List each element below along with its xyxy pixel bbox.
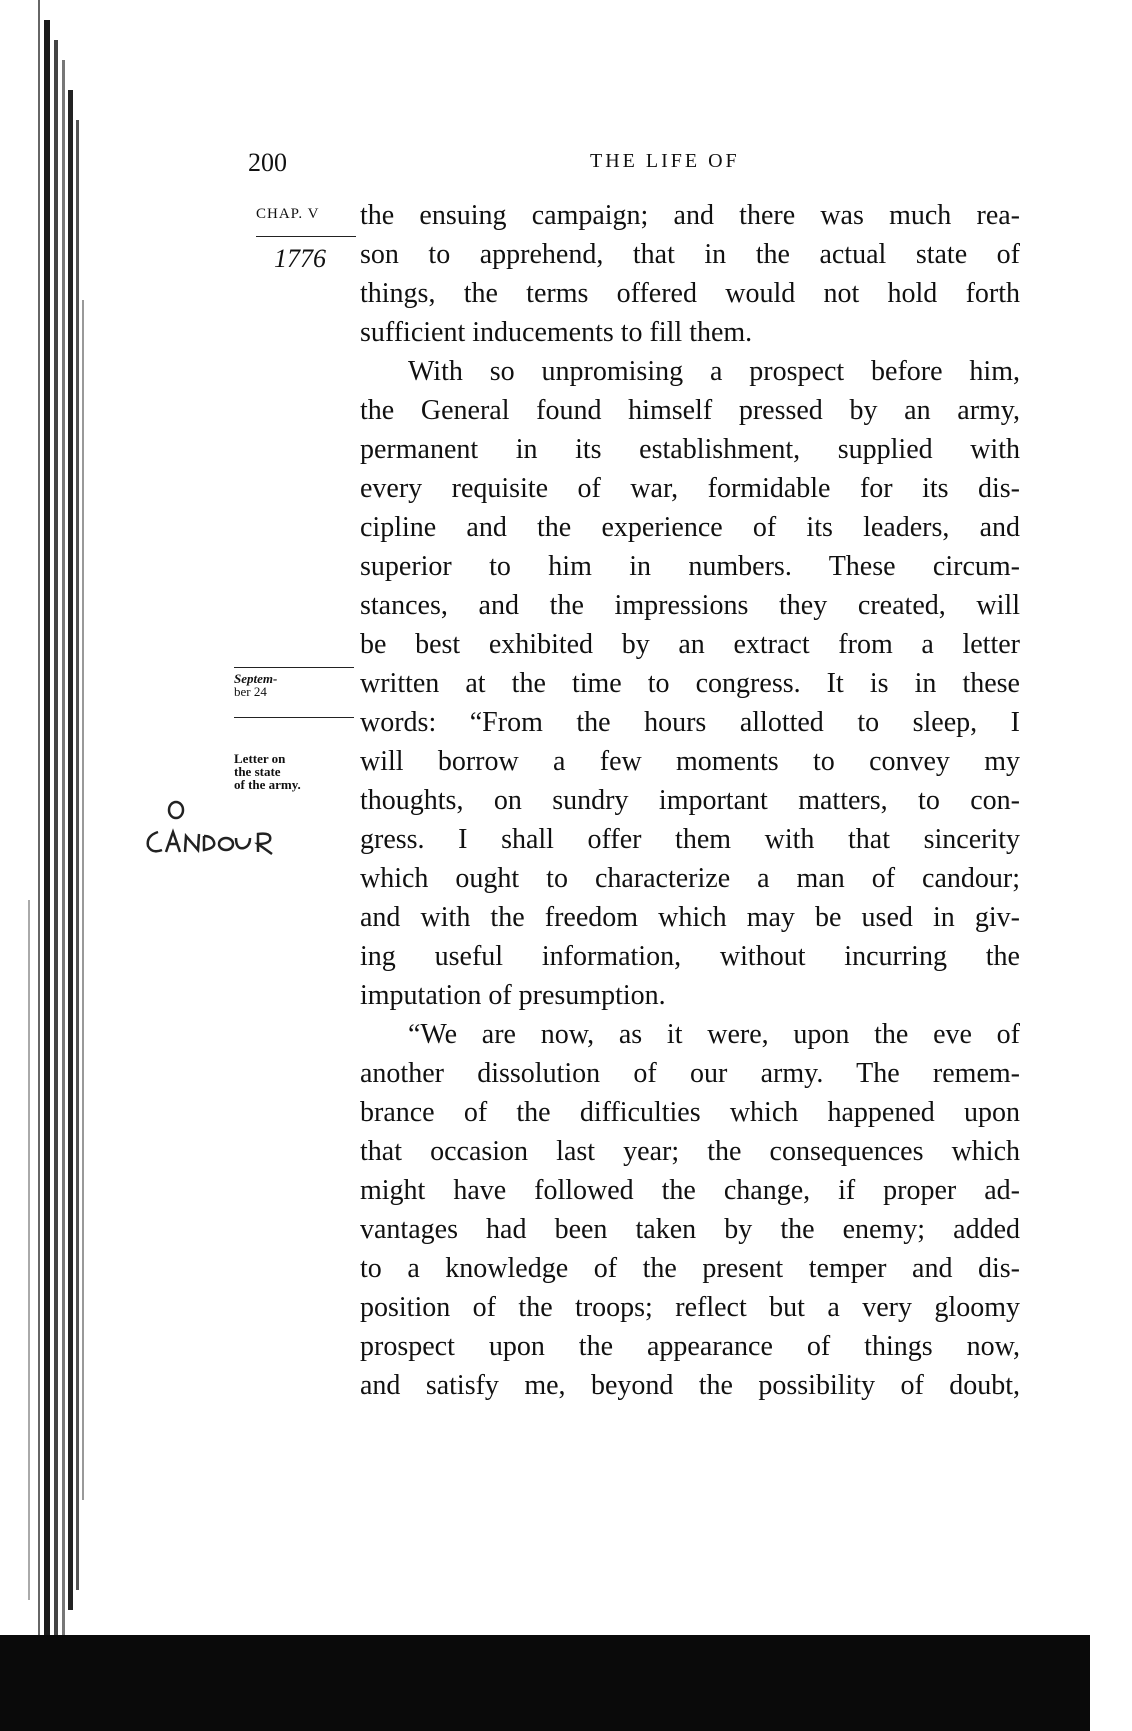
- body-line: son to apprehend, that in the actual state of: [360, 239, 1020, 270]
- body-line: cipline and the experience of its leaders, and: [360, 512, 1020, 543]
- body-line: will borrow a few moments to convey my: [360, 746, 1020, 777]
- body-line: which ought to characterize a man of candour;: [360, 863, 1020, 894]
- running-head: THE LIFE OF: [590, 150, 740, 172]
- chapter-label: CHAP. V: [256, 206, 320, 222]
- subject-note-line: of the army.: [234, 777, 301, 792]
- date-note-rule-top: [234, 667, 354, 668]
- subject-note: [234, 752, 364, 791]
- subject-note-line: the state: [234, 764, 281, 779]
- body-line: superior to him in numbers. These circum-: [360, 551, 1020, 582]
- body-line: and with the freedom which may be used in giv-: [360, 902, 1020, 933]
- date-note-line: Septem-: [234, 671, 278, 686]
- body-line: prospect upon the appearance of things now,: [360, 1331, 1020, 1362]
- date-note-rule-bottom: [234, 717, 354, 718]
- page-number: 200: [248, 148, 287, 177]
- body-line: With so unpromising a prospect before him,: [408, 356, 1020, 387]
- scan-shadow-bar: [0, 1635, 1090, 1731]
- body-line: brance of the difficulties which happened upon: [360, 1097, 1020, 1128]
- body-line: might have followed the change, if proper ad-: [360, 1175, 1020, 1206]
- body-line: be best exhibited by an extract from a letter: [360, 629, 1020, 660]
- body-line: the General found himself pressed by an army,: [360, 395, 1020, 426]
- body-line: vantages had been taken by the enemy; added: [360, 1214, 1020, 1245]
- body-line: every requisite of war, formidable for its dis-: [360, 473, 1020, 504]
- body-line: ing useful information, without incurring the: [360, 941, 1020, 972]
- chapter-rule: [256, 236, 356, 237]
- body-line: words: “From the hours allotted to sleep, I: [360, 707, 1020, 738]
- year-label: 1776: [274, 244, 326, 273]
- body-line: things, the terms offered would not hold forth: [360, 278, 1020, 309]
- body-text: [360, 196, 1020, 1405]
- date-note-line: ber 24: [234, 684, 267, 699]
- body-line: another dissolution of our army. The remem-: [360, 1058, 1020, 1089]
- book-binding-edge: [0, 0, 110, 1731]
- body-line: that occasion last year; the consequences which: [360, 1136, 1020, 1167]
- body-line: thoughts, on sundry important matters, to con-: [360, 785, 1020, 816]
- body-line: sufficient inducements to fill them.: [360, 317, 753, 348]
- body-line: permanent in its establishment, supplied with: [360, 434, 1020, 465]
- body-line: gress. I shall offer them with that sincerity: [360, 824, 1020, 855]
- body-line: “We are now, as it were, upon the eve of: [408, 1019, 1020, 1050]
- handwritten-annotation: [140, 792, 300, 862]
- body-line: written at the time to congress. It is in these: [360, 668, 1020, 699]
- body-line: and satisfy me, beyond the possibility of doubt,: [360, 1370, 1020, 1401]
- subject-note-line: Letter on: [234, 751, 286, 766]
- body-line: position of the troops; reflect but a very gloomy: [360, 1292, 1020, 1323]
- body-line: to a knowledge of the present temper and dis-: [360, 1253, 1020, 1284]
- body-line: the ensuing campaign; and there was much rea-: [360, 200, 1020, 231]
- date-note: [234, 672, 314, 698]
- body-line: imputation of presumption.: [360, 980, 666, 1011]
- body-line: stances, and the impressions they created, will: [360, 590, 1020, 621]
